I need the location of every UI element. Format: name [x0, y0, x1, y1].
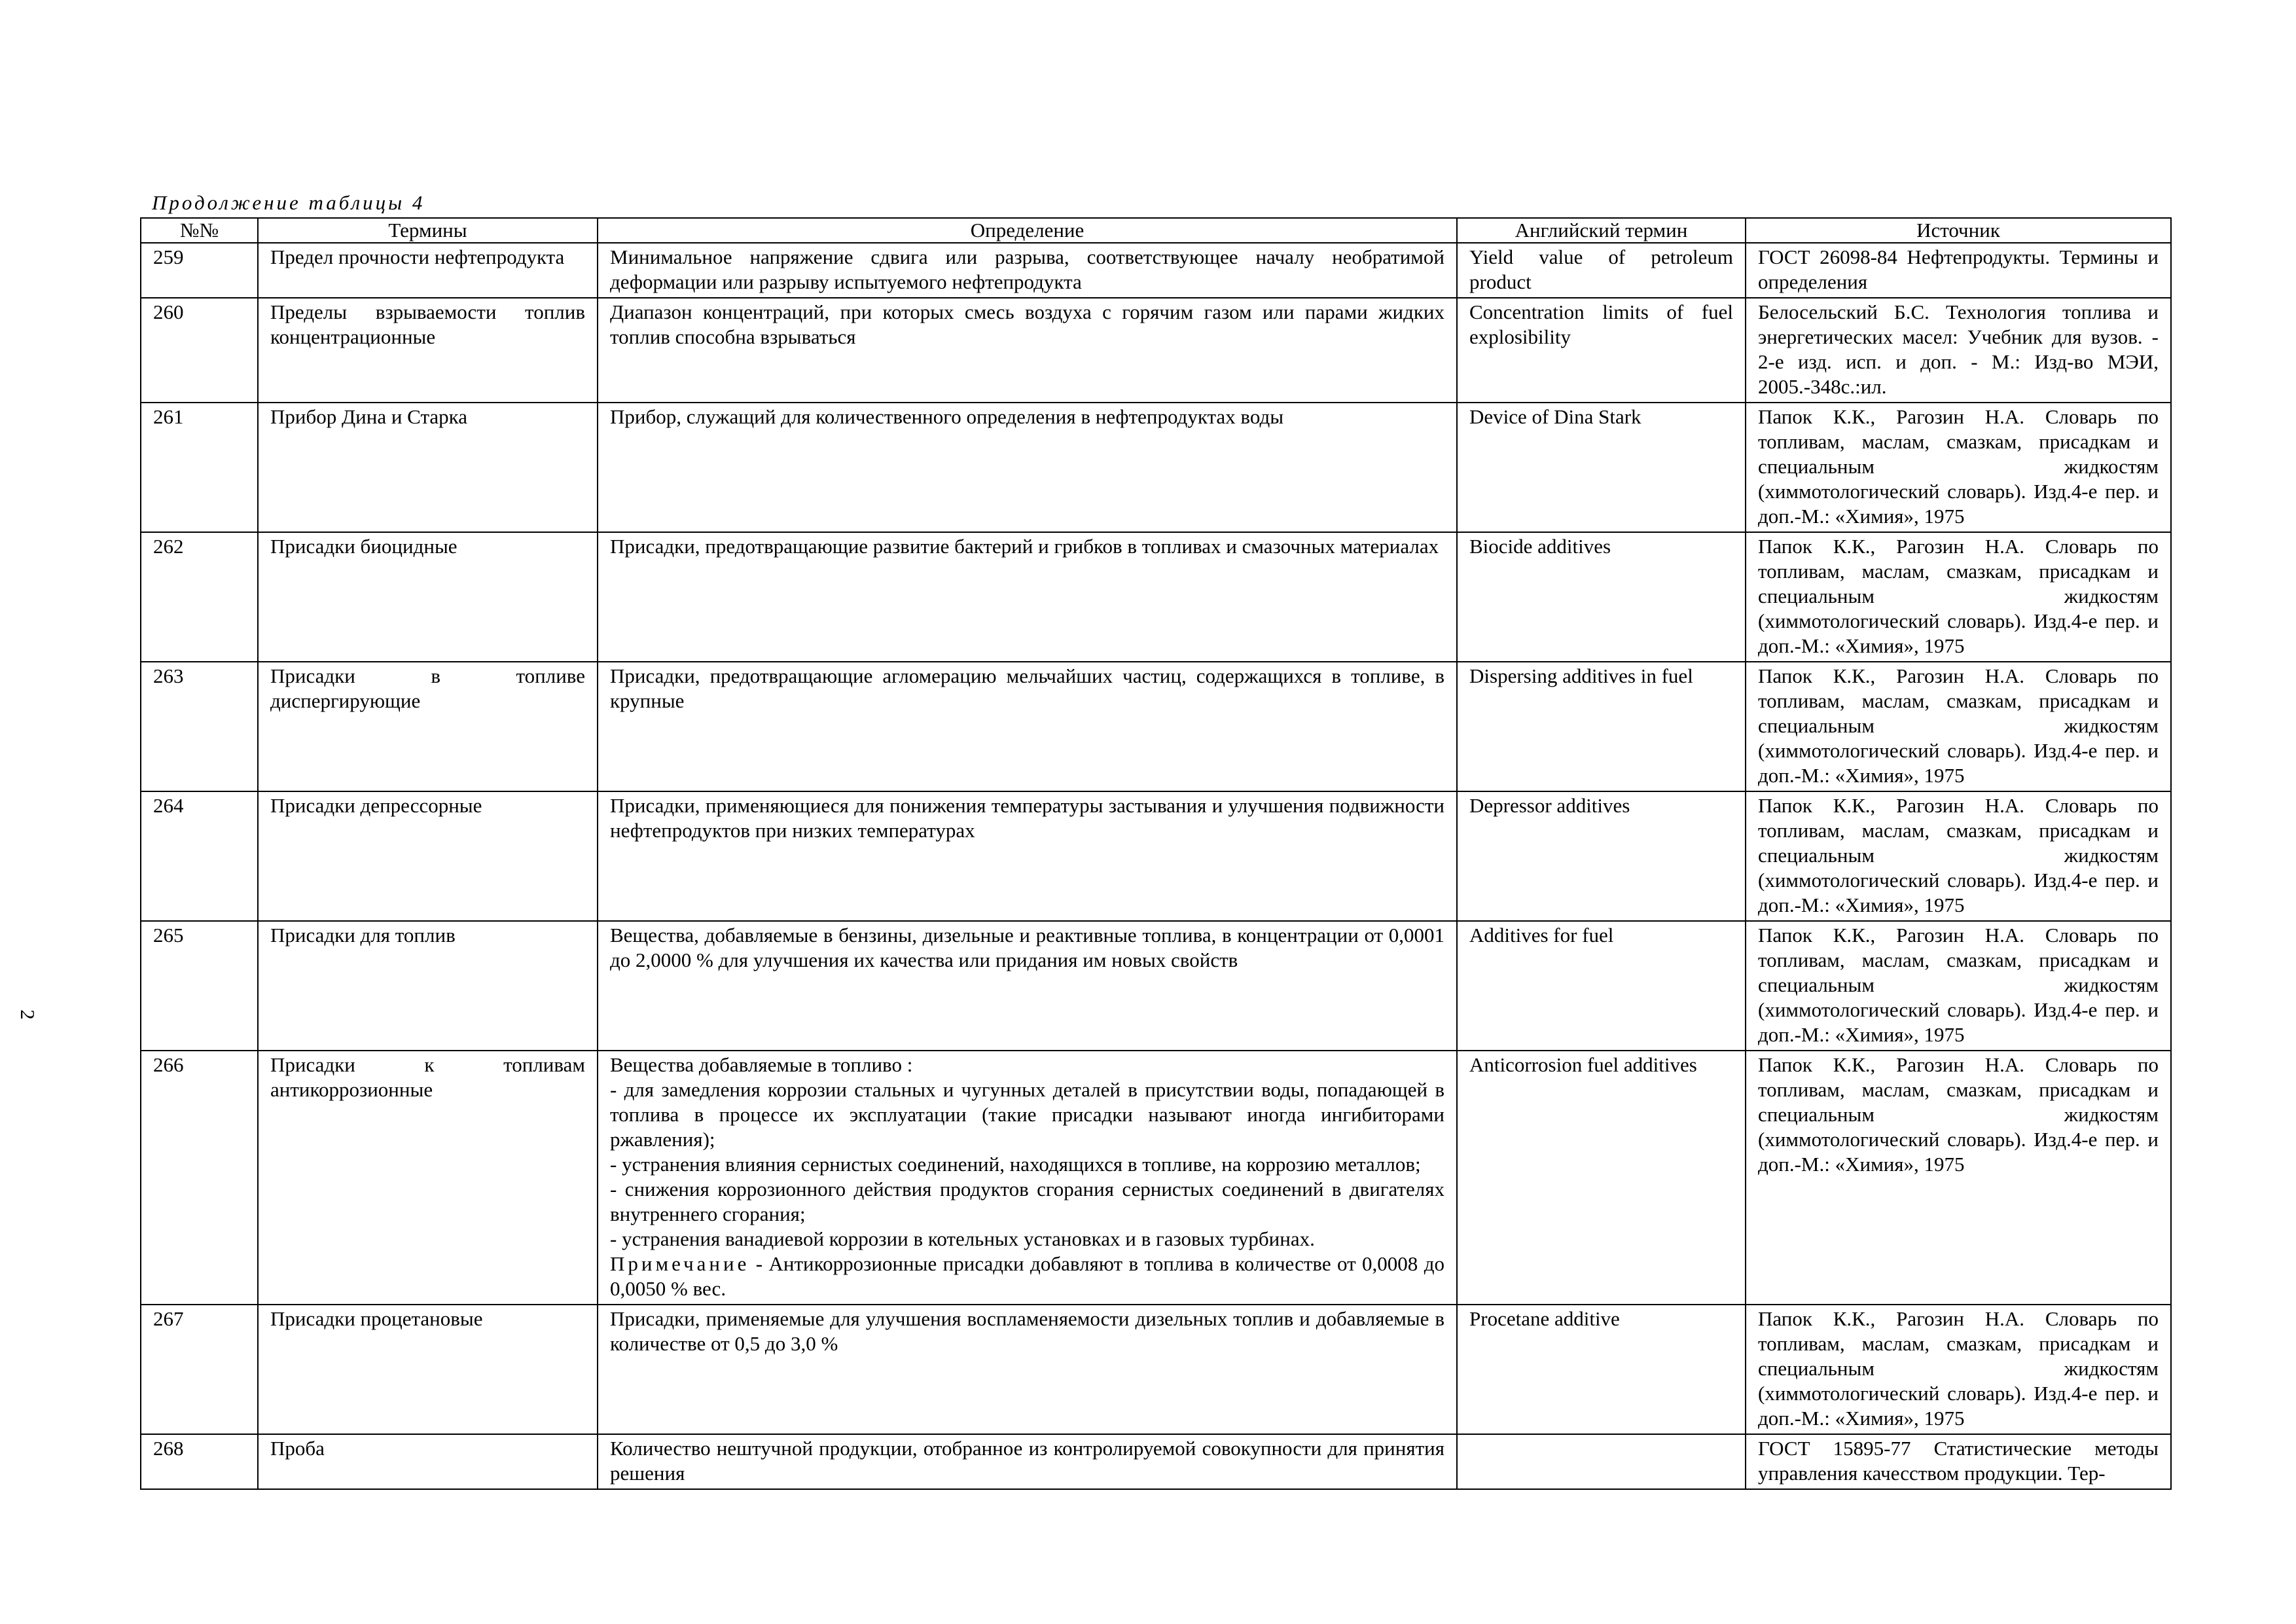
table-row [141, 1051, 2171, 1305]
table-row [141, 1305, 2171, 1434]
row-num: 262 [141, 532, 258, 662]
row-source: Папок К.К., Рагозин Н.А. Словарь по топливам, маслам, смазкам, присадкам и специальным жидкостям (химмотологический словарь). Изд.4-е пер. и доп.-М.: «Химия», 1975 [1746, 1051, 2171, 1305]
row-source: Папок К.К., Рагозин Н.А. Словарь по топливам, маслам, смазкам, присадкам и специальным жидкостям (химмотологический словарь). Изд.4-е пер. и доп.-М.: «Химия», 1975 [1746, 662, 2171, 791]
row-source: Папок К.К., Рагозин Н.А. Словарь по топливам, маслам, смазкам, присадкам и специальным жидкостям (химмотологический словарь). Изд.4-е пер. и доп.-М.: «Химия», 1975 [1746, 1305, 2171, 1434]
note-text: - Антикоррозионные присадки добавляют в топлива в количестве от 0,0008 до 0,0050 % вес. [610, 1252, 1444, 1300]
header-term: Термины [258, 218, 598, 243]
row-source: Папок К.К., Рагозин Н.А. Словарь по топливам, маслам, смазкам, присадкам и специальным жидкостям (химмотологический словарь). Изд.4-е пер. и доп.-М.: «Химия», 1975 [1746, 532, 2171, 662]
row-num: 264 [141, 791, 258, 921]
row-definition [598, 1051, 1457, 1305]
definition-line: - устранения ванадиевой коррозии в котельных установках и в газовых турбинах. [610, 1227, 1315, 1250]
row-definition: Минимальное напряжение сдвига или разрыва, соответствующее началу необратимой деформации или разрыву испытуемого нефтепродукта [598, 243, 1457, 298]
definition-line: - для замедления коррозии стальных и чугунных деталей в присутствии воды, попадающей в топлива в процессе их эксплуатации (такие присадки называют иногда ингибиторами ржавления); [610, 1078, 1444, 1151]
row-english: Depressor additives [1457, 791, 1746, 921]
row-definition: Присадки, применяющиеся для понижения температуры застывания и улучшения подвижности нефтепродуктов при низких температурах [598, 791, 1457, 921]
table-header-row [141, 218, 2171, 243]
row-definition: Вещества, добавляемые в бензины, дизельные и реактивные топлива, в концентрации от 0,0001 до 2,0000 % для улучшения их качества или придания им новых свойств [598, 921, 1457, 1051]
table-caption: Продолжение таблицы 4 [152, 191, 425, 214]
note-label: Примечание [610, 1252, 750, 1275]
row-term: Пределы взрываемости топлив концентрационные [258, 298, 598, 403]
definition-line: - снижения коррозионного действия продуктов сгорания сернистых соединений в двигателях внутреннего сгорания; [610, 1178, 1444, 1225]
row-num: 268 [141, 1434, 258, 1489]
definition-line: Вещества добавляемые в топливо : [610, 1053, 913, 1076]
row-source: Папок К.К., Рагозин Н.А. Словарь по топливам, маслам, смазкам, присадкам и специальным жидкостям (химмотологический словарь). Изд.4-е пер. и доп.-М.: «Химия», 1975 [1746, 921, 2171, 1051]
table-row [141, 243, 2171, 298]
header-source: Источник [1746, 218, 2171, 243]
header-definition: Определение [598, 218, 1457, 243]
table-row [141, 1434, 2171, 1489]
row-definition: Прибор, служащий для количественного определения в нефтепродуктах воды [598, 403, 1457, 532]
row-english: Procetane additive [1457, 1305, 1746, 1434]
row-definition: Диапазон концентраций, при которых смесь воздуха с горячим газом или парами жидких топлив способна взрываться [598, 298, 1457, 403]
row-num: 266 [141, 1051, 258, 1305]
row-term: Присадки для топлив [258, 921, 598, 1051]
header-num: №№ [141, 218, 258, 243]
row-definition: Количество нештучной продукции, отобранное из контролируемой совокупности для принятия решения [598, 1434, 1457, 1489]
row-term: Присадки биоцидные [258, 532, 598, 662]
row-term: Проба [258, 1434, 598, 1489]
terms-table [140, 217, 2172, 1490]
definition-note [610, 1252, 1444, 1301]
page-number: 2 [16, 1009, 39, 1020]
table-row [141, 298, 2171, 403]
row-term: Присадки к топливам антикоррозионные [258, 1051, 598, 1305]
table-row [141, 791, 2171, 921]
row-term: Предел прочности нефтепродукта [258, 243, 598, 298]
row-english: Anticorrosion fuel additives [1457, 1051, 1746, 1305]
table-row [141, 403, 2171, 532]
row-english: Yield value of petroleum product [1457, 243, 1746, 298]
row-english: Additives for fuel [1457, 921, 1746, 1051]
row-source: ГОСТ 26098-84 Нефтепродукты. Термины и определения [1746, 243, 2171, 298]
row-num: 259 [141, 243, 258, 298]
row-source: ГОСТ 15895-77 Статистические методы управления качесством продукции. Тер- [1746, 1434, 2171, 1489]
row-num: 265 [141, 921, 258, 1051]
definition-line: - устранения влияния сернистых соединений, находящихся в топливе, на коррозию металлов; [610, 1153, 1421, 1176]
table-row [141, 532, 2171, 662]
table-row [141, 921, 2171, 1051]
row-num: 260 [141, 298, 258, 403]
row-term: Присадки депрессорные [258, 791, 598, 921]
row-term: Присадки процетановые [258, 1305, 598, 1434]
row-definition: Присадки, предотвращающие развитие бактерий и грибков в топливах и смазочных материалах [598, 532, 1457, 662]
row-english: Concentration limits of fuel explosibility [1457, 298, 1746, 403]
row-term: Присадки в топливе диспергирующие [258, 662, 598, 791]
row-num: 263 [141, 662, 258, 791]
row-num: 267 [141, 1305, 258, 1434]
table-row [141, 662, 2171, 791]
row-num: 261 [141, 403, 258, 532]
row-english: Device of Dina Stark [1457, 403, 1746, 532]
row-english [1457, 1434, 1746, 1489]
row-source: Папок К.К., Рагозин Н.А. Словарь по топливам, маслам, смазкам, присадкам и специальным жидкостям (химмотологический словарь). Изд.4-е пер. и доп.-М.: «Химия», 1975 [1746, 403, 2171, 532]
header-english: Английский термин [1457, 218, 1746, 243]
row-english: Dispersing additives in fuel [1457, 662, 1746, 791]
row-definition: Присадки, применяемые для улучшения воспламеняемости дизельных топлив и добавляемые в количестве от 0,5 до 3,0 % [598, 1305, 1457, 1434]
row-source: Белосельский Б.С. Технология топлива и энергетических масел: Учебник для вузов. - 2-е изд. исп. и доп. - М.: Изд-во МЭИ, 2005.-348с.:ил. [1746, 298, 2171, 403]
row-source: Папок К.К., Рагозин Н.А. Словарь по топливам, маслам, смазкам, присадкам и специальным жидкостям (химмотологический словарь). Изд.4-е пер. и доп.-М.: «Химия», 1975 [1746, 791, 2171, 921]
row-english: Biocide additives [1457, 532, 1746, 662]
row-term: Прибор Дина и Старка [258, 403, 598, 532]
row-definition: Присадки, предотвращающие агломерацию мельчайших частиц, содержащихся в топливе, в крупные [598, 662, 1457, 791]
